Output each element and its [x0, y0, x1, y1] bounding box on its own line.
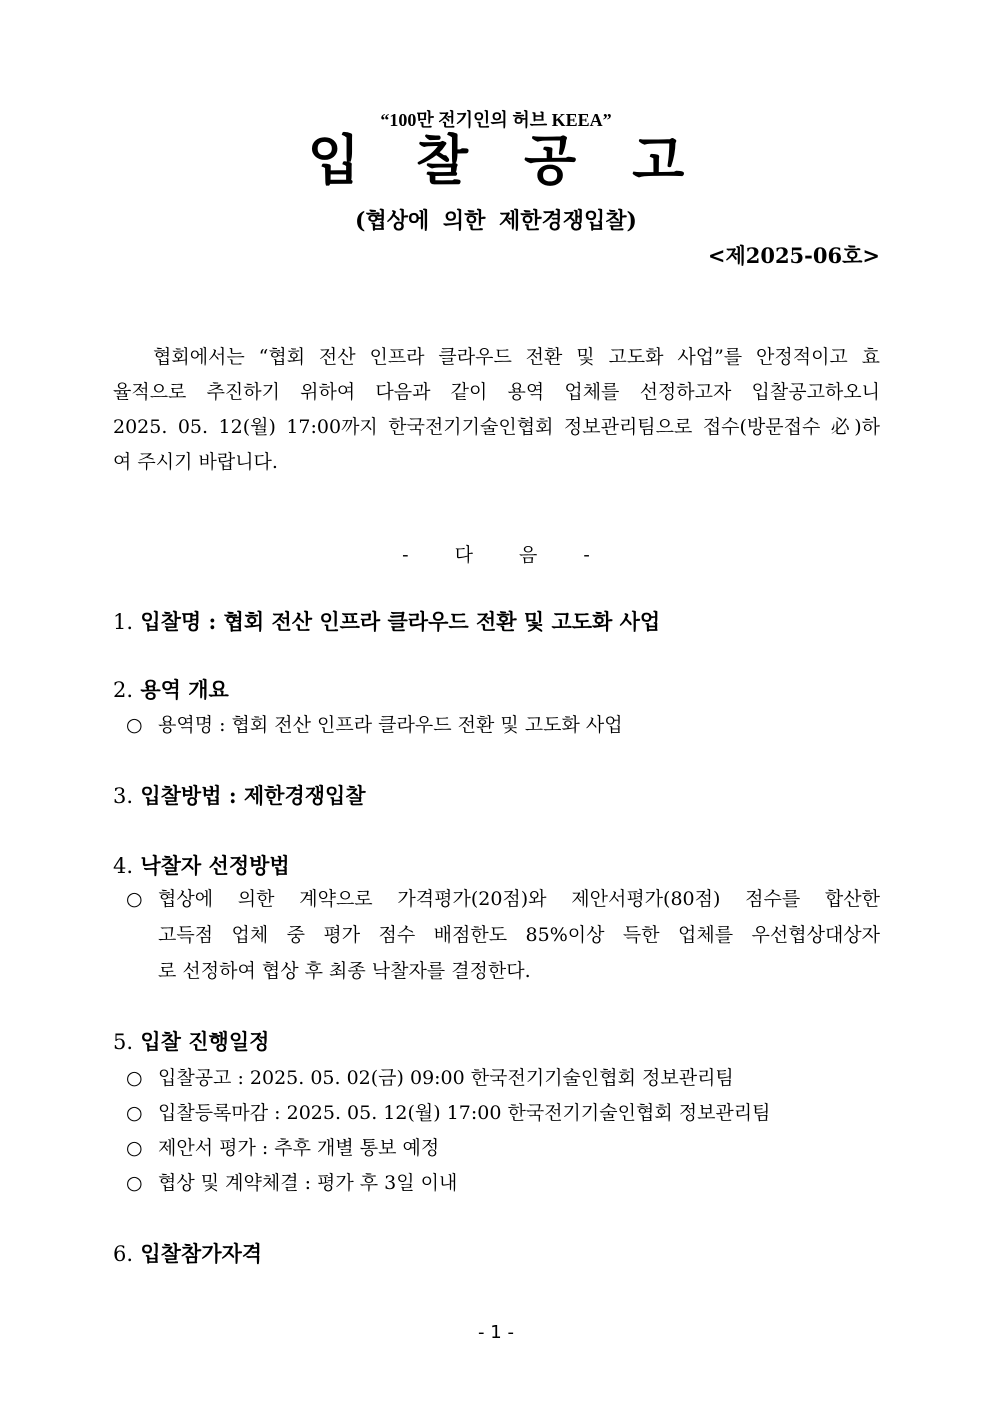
- section-4-heading: [113, 850, 290, 880]
- section-number: 6.: [113, 1242, 134, 1266]
- section-number: 2.: [113, 678, 134, 702]
- list-item: [126, 1063, 880, 1090]
- list-item-text: 협상 및 계약체결 : 평가 후 3일 이내: [158, 1172, 458, 1194]
- selection-method-paragraph: [126, 881, 880, 989]
- list-item: [126, 1133, 880, 1160]
- section-number: 4.: [113, 854, 134, 878]
- section-3-heading: [113, 780, 366, 810]
- list-item: [126, 710, 880, 737]
- circle-bullet-icon: ○: [126, 888, 143, 910]
- slogan: “100만 전기인의 허브 KEEA”: [380, 110, 612, 130]
- section-number: 5.: [113, 1030, 134, 1054]
- section-title: 낙찰자 선정방법: [140, 853, 290, 878]
- section-6-heading: [113, 1238, 262, 1268]
- subtitle: (협상에 의한 제한경쟁입찰): [355, 208, 637, 234]
- section-number: 1.: [113, 610, 134, 634]
- page-title: 입찰공고: [307, 129, 741, 192]
- section-number: 3.: [113, 784, 134, 808]
- circle-bullet-icon: ○: [126, 714, 143, 736]
- list-item-text: 용역명 : 협회 전산 인프라 클라우드 전환 및 고도화 사업: [158, 714, 623, 736]
- list-item-text: 입찰공고 : 2025. 05. 02(금) 09:00 한국전기기술인협회 정보관리팀: [158, 1067, 734, 1089]
- circle-bullet-icon: ○: [126, 1067, 143, 1089]
- intro-line: 2025. 05. 12(월) 17:00까지 한국전기기술인협회 정보관리팀으로 접수(방문접수 必)하: [113, 416, 880, 438]
- circle-bullet-icon: ○: [126, 1102, 143, 1124]
- circle-bullet-icon: ○: [126, 1137, 143, 1159]
- page-number: - 1 -: [478, 1322, 514, 1343]
- section-title: 입찰명 : 협회 전산 인프라 클라우드 전환 및 고도화 사업: [140, 609, 661, 634]
- paragraph-line: 로 선정하여 협상 후 최종 낙찰자를 결정한다.: [158, 960, 531, 982]
- doc-number: <제2025-06호>: [707, 243, 880, 268]
- section-title: 입찰 진행일정: [140, 1029, 270, 1054]
- circle-bullet-icon: ○: [126, 1172, 143, 1194]
- intro-paragraph: [113, 340, 880, 480]
- section-title: 용역 개요: [140, 677, 229, 702]
- paragraph-line: [126, 881, 880, 917]
- section-5-heading: [113, 1026, 269, 1056]
- intro-line: 율적으로 추진하기 위하여 다음과 같이 용역 업체를 선정하고자 입찰공고하오니: [113, 381, 880, 403]
- paragraph-line: 고득점 업체 중 평가 점수 배점한도 85%이상 득한 업체를 우선협상대상자: [158, 924, 880, 946]
- section-2-heading: [113, 674, 229, 704]
- intro-line: 여 주시기 바랍니다.: [113, 451, 278, 473]
- section-title: 입찰참가자격: [140, 1241, 263, 1266]
- section-title: 입찰방법 : 제한경쟁입찰: [140, 783, 366, 808]
- intro-line: 협회에서는 “협회 전산 인프라 클라우드 전환 및 고도화 사업”를 안정적이고 효: [153, 346, 880, 368]
- list-item-text: 입찰등록마감 : 2025. 05. 12(월) 17:00 한국전기기술인협회 정보관리팀: [158, 1102, 771, 1124]
- list-item-text: 제안서 평가 : 추후 개별 통보 예정: [158, 1137, 440, 1159]
- paragraph-line-text: 협상에 의한 계약으로 가격평가(20점)와 제안서평가(80점) 점수를 합산한: [158, 888, 880, 910]
- section-1-heading: [113, 606, 660, 636]
- daeum-separator: - 다 음 -: [402, 544, 590, 566]
- list-item: [126, 1098, 880, 1125]
- list-item: [126, 1168, 880, 1195]
